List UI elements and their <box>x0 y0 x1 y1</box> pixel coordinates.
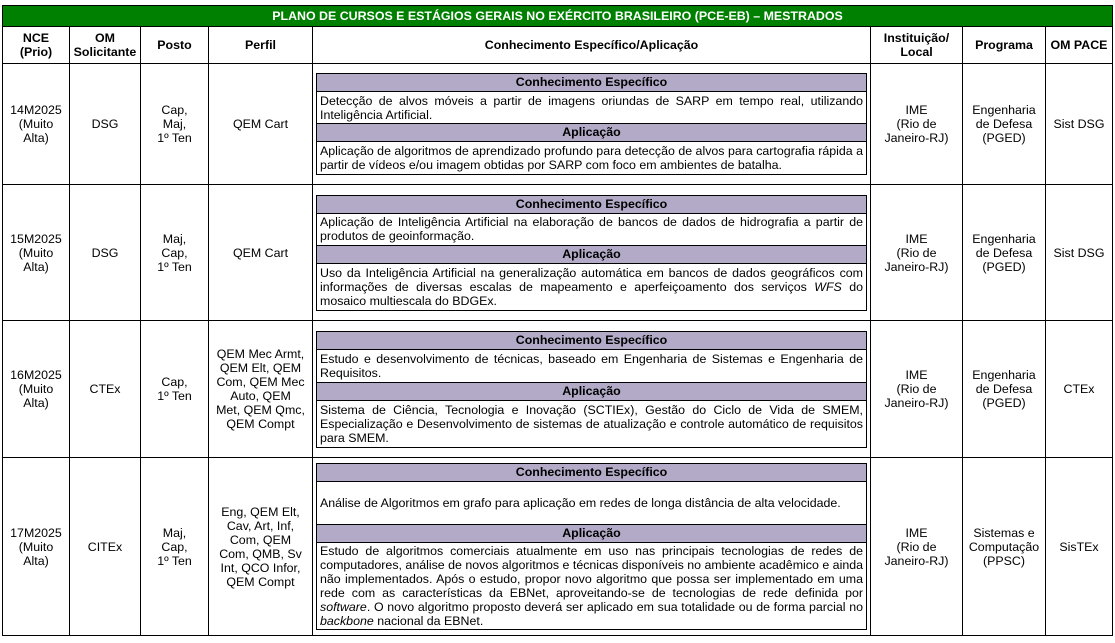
pace-cell: Sist DSG <box>1046 185 1113 321</box>
header-om-solicitante: OM Solicitante <box>70 27 141 64</box>
aplicacao-label: Aplicação <box>317 525 867 543</box>
header-programa: Programa <box>963 27 1046 64</box>
instituicao-cell: IME (Rio de Janeiro-RJ) <box>871 321 963 458</box>
conhecimento-cell <box>313 185 871 321</box>
pace-cell: SisTEx <box>1046 458 1113 636</box>
conhecimento-text: Detecção de alvos móveis a partir de imagens oriundas de SARP em tempo real, utilizando Inteligência Artificial. <box>317 92 867 124</box>
conhecimento-label: Conhecimento Específico <box>317 74 867 92</box>
om-cell: DSG <box>70 64 141 185</box>
conhecimento-label: Conhecimento Específico <box>317 331 867 349</box>
header-perfil: Perfil <box>209 27 313 64</box>
pace-cell: CTEx <box>1046 321 1113 458</box>
table-row <box>3 321 1113 458</box>
programa-cell: Engenharia de Defesa (PGED) <box>963 185 1046 321</box>
header-instituicao: Instituição/ Local <box>871 27 963 64</box>
aplicacao-text: Uso da Inteligência Artificial na generalização automática em bancos de dados geográficos com informações de diversas escalas de mapeamento e aperfeiçoamento dos serviços WFS do mosaico multiescala do BDGEx. <box>317 263 867 310</box>
conhecimento-cell <box>313 321 871 458</box>
perfil-cell: QEM Mec Armt, QEM Elt, QEM Com, QEM Mec Auto, QEM Met, QEM Qmc, QEM Compt <box>209 321 313 458</box>
om-cell: CITEx <box>70 458 141 636</box>
instituicao-cell: IME (Rio de Janeiro-RJ) <box>871 64 963 185</box>
instituicao-cell: IME (Rio de Janeiro-RJ) <box>871 458 963 636</box>
posto-cell: Maj, Cap, 1º Ten <box>141 185 209 321</box>
om-cell: DSG <box>70 185 141 321</box>
instituicao-cell: IME (Rio de Janeiro-RJ) <box>871 185 963 321</box>
courses-table <box>2 5 1113 636</box>
table-row <box>3 64 1113 185</box>
table-row <box>3 185 1113 321</box>
conhecimento-label: Conhecimento Específico <box>317 464 867 482</box>
nce-cell: 15M2025 (Muito Alta) <box>3 185 70 321</box>
programa-cell: Engenharia de Defesa (PGED) <box>963 64 1046 185</box>
perfil-cell: Eng, QEM Elt, Cav, Art, Inf, Com, QEM Com, QMB, Sv Int, QCO Infor, QEM Compt <box>209 458 313 636</box>
programa-cell: Engenharia de Defesa (PGED) <box>963 321 1046 458</box>
header-posto: Posto <box>141 27 209 64</box>
conhecimento-text: Aplicação de Inteligência Artificial na elaboração de bancos de dados de hidrografia a partir de produtos de geoinformação. <box>317 213 867 245</box>
nce-cell: 17M2025 (Muito Alta) <box>3 458 70 636</box>
aplicacao-text: Aplicação de algoritmos de aprendizado profundo para detecção de alvos para cartografia rápida a partir de vídeos e/ou imagem obtidas por SARP com foco em ambientes de batalha. <box>317 142 867 175</box>
posto-cell: Cap, 1º Ten <box>141 321 209 458</box>
header-nce: NCE (Prio) <box>3 27 70 64</box>
table-title: PLANO DE CURSOS E ESTÁGIOS GERAIS NO EXÉRCITO BRASILEIRO (PCE-EB) – MESTRADOS <box>3 6 1113 27</box>
aplicacao-label: Aplicação <box>317 245 867 263</box>
header-om-pace: OM PACE <box>1046 27 1113 64</box>
perfil-cell: QEM Cart <box>209 64 313 185</box>
conhecimento-cell <box>313 64 871 185</box>
header-conhecimento: Conhecimento Específico/Aplicação <box>313 27 871 64</box>
conhecimento-cell <box>313 458 871 636</box>
nce-cell: 16M2025 (Muito Alta) <box>3 321 70 458</box>
pace-cell: Sist DSG <box>1046 64 1113 185</box>
conhecimento-label: Conhecimento Específico <box>317 195 867 213</box>
conhecimento-text: Estudo e desenvolvimento de técnicas, baseado em Engenharia de Sistemas e Engenharia de Requisitos. <box>317 349 867 382</box>
posto-cell: Cap, Maj, 1º Ten <box>141 64 209 185</box>
table-row <box>3 458 1113 636</box>
posto-cell: Maj, Cap, 1º Ten <box>141 458 209 636</box>
nce-cell: 14M2025 (Muito Alta) <box>3 64 70 185</box>
aplicacao-label: Aplicação <box>317 124 867 142</box>
aplicacao-text: Estudo de algoritmos comerciais atualmente em uso nas principais tecnologias de redes de computadores, análise de novos algoritmos e técnicas disponíveis no ambiente acadêmico e ainda não implementados. Após o estudo, propor novo algoritmo que possa ser implementado em uma rede com as características da EBNet, aproveitando-se de tecnologias de rede definida por software. O novo algoritmo proposto deverá ser aplicado em sua totalidade ou de forma parcial no backbone nacional da EBNet. <box>317 543 867 630</box>
om-cell: CTEx <box>70 321 141 458</box>
conhecimento-text: Análise de Algoritmos em grafo para aplicação em redes de longa distância de alta velocidade. <box>317 482 867 525</box>
aplicacao-label: Aplicação <box>317 382 867 400</box>
programa-cell: Sistemas e Computação (PPSC) <box>963 458 1046 636</box>
perfil-cell: QEM Cart <box>209 185 313 321</box>
aplicacao-text: Sistema de Ciência, Tecnologia e Inovação (SCTIEx), Gestão do Ciclo de Vida de SMEM, Especialização e Desenvolvimento de sistemas de atualização e controle automático de requisitos para SMEM. <box>317 400 867 447</box>
